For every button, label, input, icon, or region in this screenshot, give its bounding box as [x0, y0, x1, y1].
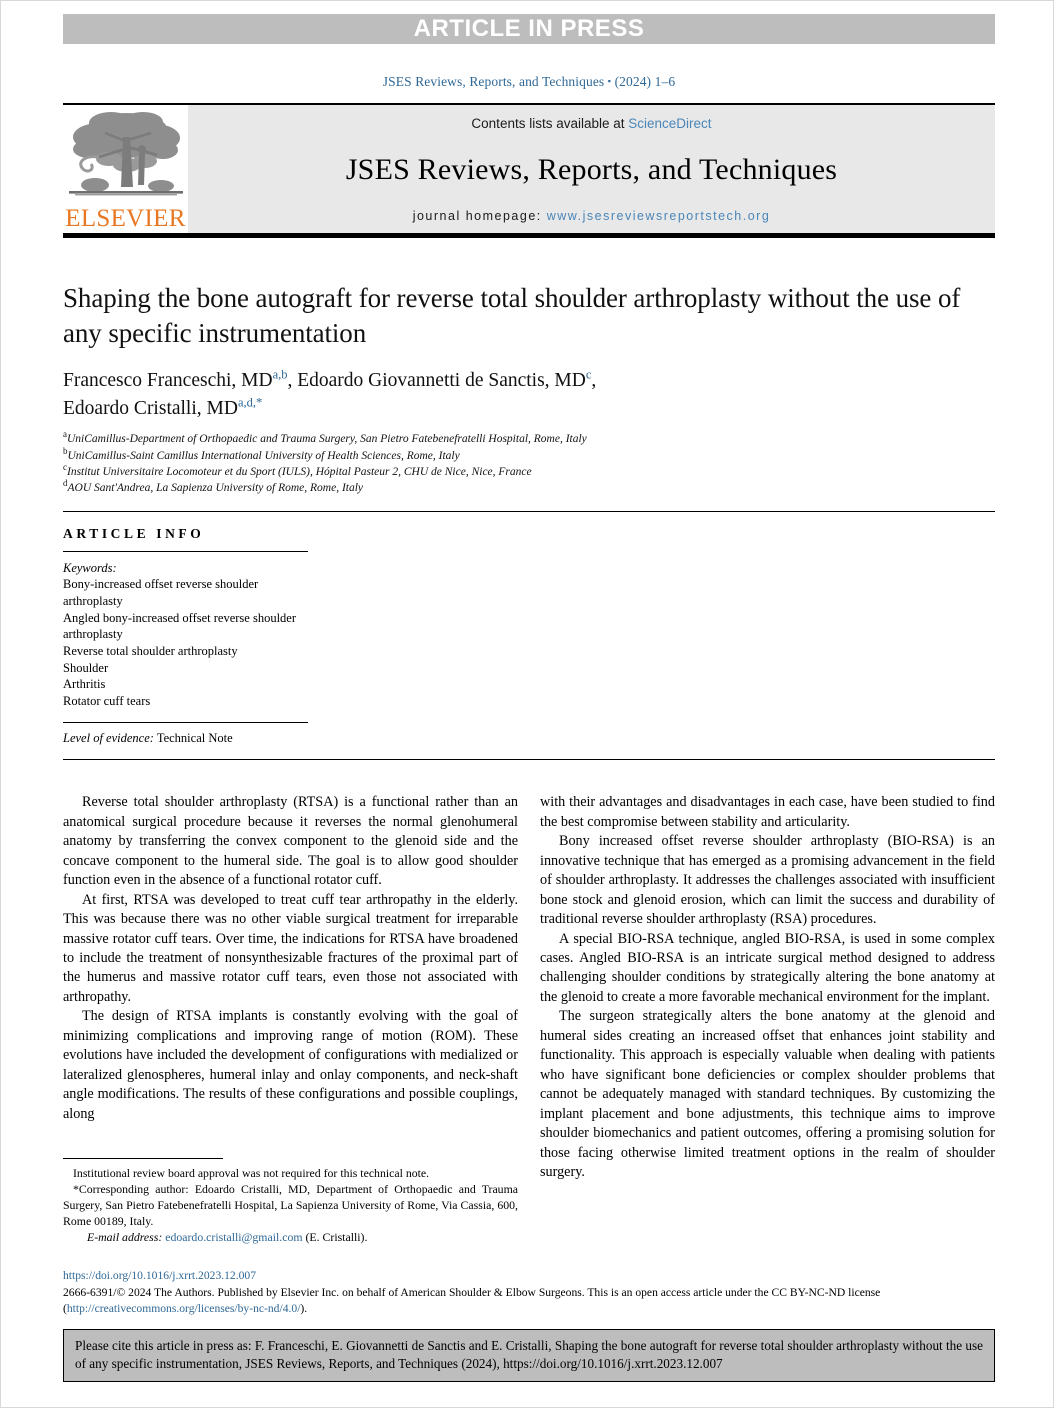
running-head-journal: JSES Reviews, Reports, and Techniques	[382, 74, 605, 89]
contents-line	[471, 116, 711, 131]
article-info-top-rule	[63, 511, 995, 512]
affiliation-text: AOU Sant'Andrea, La Sapienza University of Rome, Rome, Italy	[67, 482, 364, 495]
page-title: Shaping the bone autograft for reverse total shoulder arthroplasty without the use of any specific instrumentation	[63, 283, 961, 348]
footnote-block	[63, 1158, 518, 1246]
body-right-column	[540, 793, 995, 1246]
author-name: Francesco Franceschi, MD	[63, 370, 273, 392]
elsevier-logo	[63, 105, 188, 233]
license-link[interactable]: http://creativecommons.org/licenses/by-nc-nd/4.0/	[66, 1302, 301, 1316]
journal-homepage-line	[413, 209, 771, 223]
keyword-item: Arthritis	[63, 677, 106, 692]
body-paragraph: At first, RTSA was developed to treat cuff tear arthropathy in the elderly. This was because there was no other viable surgical treatment for irreparable massive rotator cuff tears. Over time, the indications for RTSA have broadened to include the treatment of nonsynthesizable fractures of the proximal part of the humerus and massive rotator cuff tears, even those not associated with arthropathy.	[63, 891, 518, 1005]
footnote-rule	[63, 1158, 223, 1159]
affiliation-item	[63, 464, 995, 480]
affiliation-marker: b	[63, 445, 68, 456]
keyword-item: Rotator cuff tears	[63, 693, 151, 708]
cite-this-article-box	[63, 1329, 995, 1382]
license-paren-open: (	[63, 1302, 67, 1316]
affiliation-list	[63, 431, 995, 496]
body-paragraph: Bony increased offset reverse shoulder arthroplasty (BIO-RSA) is an innovative technique that has emerged as a promising advancement in the field of shoulder arthroplasty. It addresses the challenges associated with insufficient bone stock and glenoid erosion, which can limit the success and durability of traditional reverse shoulder arthroplasty (RSA) procedures.	[540, 833, 995, 928]
article-in-press-label: ARTICLE IN PRESS	[413, 15, 645, 42]
copyright-block	[63, 1268, 995, 1317]
affiliation-text: UniCamillus-Department of Orthopaedic and Trauma Surgery, San Pietro Fatebenefratelli Hospital, Rome, Italy	[66, 433, 587, 446]
author-name: Edoardo Cristalli, MD	[63, 397, 238, 419]
copyright-statement: 2666-6391/© 2024 The Authors. Published by Elsevier Inc. on behalf of American Shoulder & Elbow Surgeons. This is an open access article under the CC BY-NC-ND license	[63, 1286, 881, 1300]
author-affil-marker: c	[585, 367, 592, 382]
affiliation-item	[63, 480, 995, 496]
email-label: E-mail address:	[87, 1230, 163, 1245]
license-paren-close: ).	[300, 1302, 308, 1316]
body-left-column	[63, 793, 518, 1246]
article-info-inner-rule	[63, 551, 308, 552]
author-affil-marker: a,d,*	[237, 395, 263, 410]
email-owner: (E. Cristalli).	[305, 1230, 368, 1245]
affiliation-text: UniCamillus-Saint Camillus International University of Health Sciences, Rome, Italy	[67, 449, 460, 462]
author-affil-marker: a,b	[272, 367, 288, 382]
article-info-inner-rule-2	[63, 722, 308, 723]
keywords-block	[63, 560, 308, 710]
homepage-label: journal homepage:	[412, 209, 542, 223]
article-info-bottom-rule	[63, 759, 995, 760]
keywords-label: Keywords:	[63, 560, 117, 575]
body-paragraph: The surgeon strategically alters the bone anatomy at the glenoid and humeral sides creating an increased offset that enhances joint stability and functionality. This approach is especially valuable when dealing with patients who have significant bone deficiencies or complex shoulder problems that cannot be adequately managed with standard techniques. By customizing the implant placement and bone adjustments, this technique aims to improve shoulder biomechanics and patient outcomes, offering a promising solution for those facing otherwise limited treatment options in the realm of shoulder surgery.	[540, 1008, 995, 1181]
affiliation-item	[63, 445, 995, 464]
author-separator: ,	[591, 370, 597, 392]
footnote-irb: Institutional review board approval was not required for this technical note.	[73, 1166, 430, 1181]
body-paragraph: Reverse total shoulder arthroplasty (RTSA) is a functional rather than an anatomical surgical procedure because it reverses the normal glenohumeral anatomy by transferring the convex component to the glenoid side and the concave component to the humeral side. The goal is to allow good shoulder function even in the absence of a functional rotator cuff.	[63, 794, 518, 889]
running-head-marker-icon: ▪	[607, 76, 612, 86]
doi-link[interactable]: https://doi.org/10.1016/j.xrrt.2023.12.007	[63, 1269, 257, 1283]
affiliation-marker: d	[63, 478, 68, 489]
article-info-column	[63, 551, 308, 747]
author-list	[63, 367, 995, 422]
sciencedirect-link[interactable]: ScienceDirect	[628, 116, 712, 131]
affiliation-marker: c	[63, 462, 67, 473]
article-body	[63, 793, 995, 1246]
contents-prefix: Contents lists available at	[471, 116, 625, 131]
body-paragraph: The design of RTSA implants is constantly evolving with the goal of minimizing complications and improving range of motion (ROM). These evolutions have included the development of configurations with medialized or lateralized glenospheres, humeral inlay and onlay components, and neck-shaft angle modifications. The results of these configurations and possible couplings, along	[63, 1008, 518, 1122]
level-of-evidence-label: Level of evidence:	[63, 731, 154, 746]
journal-title: JSES Reviews, Reports, and Techniques	[345, 153, 838, 186]
masthead-info-box	[188, 105, 995, 233]
level-of-evidence-value: Technical Note	[156, 731, 233, 746]
affiliation-marker: a	[63, 429, 67, 440]
body-paragraph: A special BIO-RSA technique, angled BIO-RSA, is used in some complex cases. Angled BIO-RSA is an intricate surgical method designed to address challenging shoulder conditions by strategically altering the bone anatomy at the glenoid to create a more favorable mechanical environment for the implant.	[540, 930, 995, 1005]
level-of-evidence	[63, 731, 308, 746]
author-name: Edoardo Giovannetti de Sanctis, MD	[297, 370, 586, 392]
body-paragraph: with their advantages and disadvantages in each case, have been studied to find the best compromise between stability and articularity.	[540, 794, 995, 830]
running-head	[63, 74, 995, 90]
running-head-year-pages: (2024) 1–6	[614, 74, 676, 89]
keyword-item: Angled bony-increased offset reverse shoulder arthroplasty	[63, 610, 297, 642]
keyword-item: Reverse total shoulder arthroplasty	[63, 643, 238, 658]
elsevier-tree-icon	[65, 107, 187, 205]
article-info-heading: ARTICLE INFO	[63, 525, 205, 541]
cite-text: Please cite this article in press as: F. Franceschi, E. Giovannetti de Sanctis and E. Cristalli, Shaping the bone autograft for reverse total shoulder arthroplasty without the use of any specific instrumentation, JSES Reviews, Reports, and Techniques (2024), https://doi.org/10.1016/j.xrrt.2023.12.007	[75, 1338, 983, 1371]
journal-masthead	[63, 105, 995, 233]
footnote-corresponding-author: *Corresponding author: Edoardo Cristalli, MD, Department of Orthopaedic and Trauma Surgery, San Pietro Fatebenefratelli Hospital, La Sapienza University of Rome, Via Cassia, 600, Rome 00189, Italy.	[63, 1181, 518, 1228]
email-link[interactable]: edoardo.cristalli@gmail.com	[165, 1230, 303, 1245]
keyword-item: Bony-increased offset reverse shoulder arthroplasty	[63, 577, 259, 609]
footnote-email	[63, 1230, 518, 1246]
elsevier-wordmark: ELSEVIER	[65, 205, 186, 232]
masthead-bottom-rule	[63, 233, 995, 238]
homepage-url-link[interactable]: www.jsesreviewsreportstech.org	[546, 209, 771, 223]
affiliation-text: Institut Universitaire Locomoteur et du Sport (IULS), Hópital Pasteur 2, CHU de Nice, Nice, France	[66, 466, 532, 479]
affiliation-item	[63, 431, 995, 447]
article-in-press-banner	[63, 14, 995, 44]
keyword-item: Shoulder	[63, 660, 109, 675]
author-separator: ,	[287, 370, 298, 392]
